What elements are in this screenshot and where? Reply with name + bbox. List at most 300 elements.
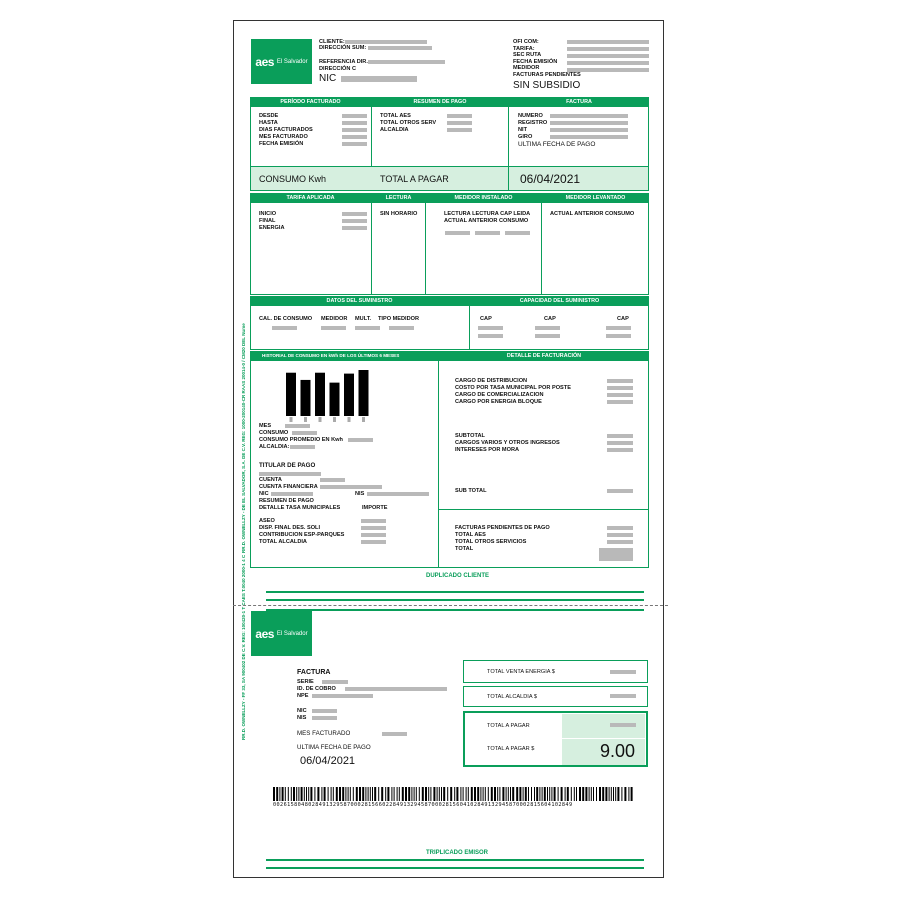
history-bar-tick (319, 417, 322, 422)
logo-brand: aes (255, 626, 274, 641)
barcode-bar (381, 787, 383, 801)
barcode-bar (345, 787, 346, 801)
barcode-bar (589, 787, 590, 801)
redacted (321, 326, 346, 330)
redacted (382, 732, 407, 736)
header-subsidy: SIN SUBSIDIO (513, 80, 581, 91)
barcode-bar (408, 787, 410, 801)
cargo-distribucion: CARGO DE DISTRIBUCION (455, 378, 528, 384)
barcode-bar (447, 787, 448, 801)
barcode-bar (378, 787, 379, 801)
resumen-total-otros: TOTAL OTROS SERV (380, 120, 437, 126)
barcode-bar (437, 787, 438, 801)
redacted (345, 40, 427, 44)
barcode-bar (405, 787, 407, 801)
barcode-bar (279, 787, 280, 801)
disp-final: DISP. FINAL DES. SOLI (259, 525, 321, 531)
cargo-comercializacion: CARGO DE COMERCIALIZACION (455, 392, 544, 398)
barcode-bar (585, 787, 587, 801)
redacted (607, 386, 633, 390)
barcode-bar (397, 787, 398, 801)
barcode-bar (593, 787, 594, 801)
barcode-bar (547, 787, 548, 801)
stub-serie: SERIE (297, 679, 314, 685)
barcode-bar (554, 787, 556, 801)
redacted (361, 519, 386, 523)
barcode-bar (596, 787, 597, 801)
barcode-bar (276, 787, 278, 801)
barcode-bar (611, 787, 612, 801)
period-hasta: HASTA (259, 120, 278, 126)
stub-nic: NIC (297, 708, 307, 714)
factura-numero: NUMERO (518, 113, 543, 119)
barcode-bar (571, 787, 572, 801)
titular-cuenta-fin: CUENTA FINANCIERA (259, 484, 318, 490)
barcode-bar (621, 787, 622, 801)
redacted (607, 400, 633, 404)
redacted (355, 326, 380, 330)
period-fecha: FECHA EMISIÓN (259, 141, 304, 147)
barcode-bar (561, 787, 563, 801)
barcode-bar (567, 787, 569, 801)
barcode-bar (539, 787, 540, 801)
barcode-bar (306, 787, 307, 801)
barcode-bar (402, 787, 404, 801)
redacted (607, 448, 633, 452)
barcode-bar (483, 787, 484, 801)
total-pagar-label: TOTAL A PAGAR (487, 723, 530, 729)
total-alcaldia: TOTAL ALCALDIA (259, 539, 307, 545)
divider (371, 193, 372, 295)
redacted (550, 128, 628, 132)
redacted (341, 76, 417, 82)
barcode-bar (333, 787, 334, 801)
sub-total: SUB TOTAL (455, 488, 487, 494)
total-amount: 9.00 (600, 741, 636, 761)
barcode-bar (356, 787, 358, 801)
redacted (342, 128, 367, 132)
consumption-history-chart (280, 368, 375, 424)
redacted (567, 40, 649, 44)
medidor-instalado-header: MEDIDOR INSTALADO (426, 193, 541, 203)
redacted (389, 326, 414, 330)
total-aes: TOTAL AES (455, 532, 486, 538)
barcode-bar (368, 787, 369, 801)
barcode-bar (339, 787, 341, 801)
barcode-bar (416, 787, 417, 801)
titular-detalle: DETALLE TASA MUNICIPALES (259, 505, 341, 511)
barcode-bar (576, 787, 577, 801)
redacted (550, 121, 628, 125)
barcode-bar (471, 787, 473, 801)
medidor-instalado-line1: LECTURA LECTURA CAP LEIDA (444, 211, 531, 217)
redacted (292, 431, 317, 435)
costo-tasa: COSTO POR TASA MUNICIPAL POR POSTE (455, 385, 571, 391)
redacted (567, 68, 649, 72)
barcode-bar (304, 787, 305, 801)
barcode-bar (443, 787, 445, 801)
stub-npe: NPE (297, 693, 309, 699)
barcode-bar (506, 787, 507, 801)
total-alcaldia-label: TOTAL ALCALDIA $ (487, 694, 537, 700)
barcode-bar (374, 787, 376, 801)
intereses-mora: INTERESES POR MORA (455, 447, 520, 453)
barcode-bar (387, 787, 389, 801)
barcode-bar (430, 787, 431, 801)
period-desde: DESDE (259, 113, 279, 119)
barcode-bar (460, 787, 461, 801)
datos-col-medidor: MEDIDOR (321, 316, 348, 322)
stub-id-cobro: ID. DE COBRO (297, 686, 336, 692)
redacted (607, 379, 633, 383)
capacidad-header: CAPACIDAD DEL SUMINISTRO (470, 296, 649, 306)
history-bar-tick (304, 417, 307, 422)
cargos-varios: CARGOS VARIOS Y OTROS INGRESOS (455, 440, 560, 446)
redacted (610, 723, 636, 727)
cargo-energia: CARGO POR ENERGIA BLOQUE (455, 399, 542, 405)
payment-barcode (273, 787, 633, 801)
resumen-total-aes: TOTAL AES (380, 113, 411, 119)
redacted (550, 114, 628, 118)
barcode-bar (510, 787, 511, 801)
barcode-bar (491, 787, 493, 801)
barcode-bar (466, 787, 467, 801)
redacted (342, 121, 367, 125)
redacted (342, 226, 367, 230)
datos-col-tipo: TIPO MEDIDOR (378, 316, 420, 322)
redacted (607, 441, 633, 445)
barcode-bar (411, 787, 412, 801)
titular-cuenta: CUENTA (259, 477, 282, 483)
barcode-bar (631, 787, 633, 801)
header-ofi: OFI COM: (513, 39, 539, 45)
divider (541, 193, 542, 295)
titular-nic: NIC (259, 491, 269, 497)
redacted (567, 47, 649, 51)
importe-label: IMPORTE (362, 505, 388, 511)
green-rule (266, 591, 644, 593)
total-pagar-usd-label: TOTAL A PAGAR $ (487, 746, 535, 752)
barcode-bar (422, 787, 424, 801)
cut-line (233, 605, 668, 606)
barcode-bar (372, 787, 373, 801)
barcode-bar (441, 787, 442, 801)
redacted (342, 142, 367, 146)
history-bar-tick (290, 417, 293, 422)
redacted (368, 46, 432, 50)
redacted (607, 393, 633, 397)
redacted (367, 492, 429, 496)
redacted (259, 472, 321, 476)
datos-col-cal: CAL. DE CONSUMO (259, 316, 313, 322)
barcode-bar (534, 787, 535, 801)
barcode-bar (544, 787, 546, 801)
barcode-bar (468, 787, 469, 801)
barcode-bar (477, 787, 479, 801)
redacted (606, 326, 631, 330)
cap-2: CAP (544, 316, 556, 322)
factura-registro: REGISTRO (518, 120, 548, 126)
stub-ultima: ULTIMA FECHA DE PAGO (297, 744, 371, 751)
barcode-bar (298, 787, 299, 801)
factura-giro: GIRO (518, 134, 533, 140)
stub-date: 06/04/2021 (300, 755, 356, 767)
barcode-bar (301, 787, 303, 801)
hist-alcaldia: ALCALDIA: (259, 444, 290, 450)
barcode-bar (624, 787, 626, 801)
barcode-bar (450, 787, 452, 801)
barcode-bar (536, 787, 538, 801)
tarifa-energia: ENERGIA (259, 225, 285, 231)
barcode-bar (433, 787, 435, 801)
barcode-bar (528, 787, 529, 801)
history-bar-tick (333, 417, 336, 422)
redacted (567, 61, 649, 65)
barcode-bar (365, 787, 366, 801)
redacted (312, 694, 373, 698)
summary-date: 06/04/2021 (520, 172, 581, 186)
redacted (610, 670, 636, 674)
barcode-bar (605, 787, 607, 801)
barcode-bar (485, 787, 486, 801)
barcode-bar (463, 787, 464, 801)
divider (438, 509, 649, 510)
barcode-bar (353, 787, 354, 801)
green-rule (266, 609, 644, 611)
redacted (447, 114, 472, 118)
header-tarifa: TARIFA: (513, 45, 535, 52)
tarifa-inicio: INICIO (259, 211, 277, 217)
redacted (475, 231, 500, 235)
cap-1: CAP (480, 316, 492, 322)
logo-region: El Salvador (276, 630, 308, 637)
period-header: PERÍODO FACTURADO (250, 97, 371, 107)
redacted (447, 121, 472, 125)
barcode-bar (591, 787, 592, 801)
period-dias: DIAS FACTURADOS (259, 127, 313, 133)
facturas-pendientes: FACTURAS PENDIENTES DE PAGO (455, 525, 550, 531)
redacted (342, 114, 367, 118)
redacted (320, 485, 382, 489)
history-bar (330, 383, 340, 416)
redacted (320, 478, 345, 482)
barcode-bar (336, 787, 338, 801)
header-direccion: DIRECCIÓN SUM: (319, 45, 367, 51)
factura-header: FACTURA (509, 97, 649, 107)
redacted (550, 135, 628, 139)
aes-logo-stub (251, 611, 312, 656)
barcode-bar (285, 787, 286, 801)
barcode-bar (350, 787, 351, 801)
header-direccion-c: DIRECCIÓN C (319, 66, 356, 72)
barcode-bar (428, 787, 429, 801)
redacted (607, 434, 633, 438)
barcode-bar (454, 787, 455, 801)
history-bar (301, 380, 311, 416)
redacted (361, 526, 386, 530)
history-bar (359, 370, 369, 416)
barcode-bar (542, 787, 543, 801)
redacted (312, 709, 337, 713)
redacted (342, 135, 367, 139)
redacted (599, 548, 633, 561)
barcode-bar (291, 787, 292, 801)
barcode-bar (615, 787, 616, 801)
total: TOTAL (455, 546, 474, 552)
history-bar (286, 373, 296, 416)
summary-consumo: CONSUMO Kwh (259, 174, 327, 184)
summary-total: TOTAL A PAGAR (380, 174, 449, 184)
barcode-bar (308, 787, 309, 801)
redacted (342, 212, 367, 216)
barcode-bar (502, 787, 504, 801)
redacted (312, 716, 337, 720)
redacted (606, 334, 631, 338)
aseo: ASEO (259, 518, 275, 524)
history-bar (344, 374, 354, 416)
barcode-bar (385, 787, 386, 801)
barcode-bar (525, 787, 527, 801)
redacted (607, 489, 633, 493)
redacted (478, 334, 503, 338)
redacted (447, 128, 472, 132)
lectura-header: LECTURA (372, 193, 425, 203)
redacted (285, 424, 310, 428)
side-legal-top: RR.D. OWNELLZY - DE EL SALVADOR, S.A. DE C.V. REG: 1000-200140-CR RAAS 20014-0 / CM20 DEL Nume (241, 323, 246, 553)
barcode-bar (579, 787, 581, 801)
logo-region: El Salvador (276, 58, 308, 65)
barcode-bar (456, 787, 458, 801)
medidor-levantado-header: MEDIDOR LEVANTADO (542, 193, 649, 203)
barcode-bar (321, 787, 322, 801)
redacted (322, 680, 348, 684)
titular-nis: NIS (355, 491, 365, 497)
barcode-bar (324, 787, 326, 801)
total-venta-label: TOTAL VENTA ENERGIA $ (487, 669, 555, 675)
barcode-bar (394, 787, 395, 801)
resumen-alcaldia: ALCALDIA (380, 127, 409, 133)
barcode-bar (549, 787, 550, 801)
hist-consumo: CONSUMO (259, 430, 289, 436)
redacted (361, 540, 386, 544)
titular-resumen: RESUMEN DE PAGO (259, 498, 314, 504)
redacted (535, 326, 560, 330)
redacted (345, 687, 447, 691)
barcode-bar (602, 787, 604, 801)
divider (438, 351, 439, 568)
barcode-bar (516, 787, 518, 801)
header-facturas: FACTURAS PENDIENTES (513, 71, 581, 78)
redacted (368, 60, 445, 64)
barcode-bar (273, 787, 275, 801)
redacted (505, 231, 530, 235)
titular-pago: TITULAR DE PAGO (259, 462, 316, 469)
barcode-bar (362, 787, 364, 801)
barcode-bar (565, 787, 566, 801)
redacted (478, 326, 503, 330)
barcode-bar (497, 787, 498, 801)
barcode-bar (317, 787, 319, 801)
redacted (361, 533, 386, 537)
aes-logo (251, 39, 312, 84)
barcode-bar (609, 787, 610, 801)
barcode-bar (314, 787, 315, 801)
period-mes: MES FACTURADO (259, 134, 308, 140)
barcode-bar (288, 787, 289, 801)
barcode-bar (499, 787, 500, 801)
barcode-bar (391, 787, 392, 801)
header-fecha: FECHA EMISIÓN (513, 58, 558, 65)
barcode-bar (508, 787, 509, 801)
tarifa-header: TARIFA APLICADA (250, 193, 371, 203)
barcode-bar (480, 787, 481, 801)
datos-header: DATOS DEL SUMINISTRO (250, 296, 469, 306)
barcode-bar (558, 787, 559, 801)
redacted (535, 334, 560, 338)
barcode-bar (310, 787, 312, 801)
redacted (607, 533, 633, 537)
green-rule (266, 859, 644, 861)
barcode-bar (551, 787, 552, 801)
barcode-bar (613, 787, 614, 801)
redacted (607, 540, 633, 544)
detalle-header: DETALLE DE FACTURACIÓN (439, 351, 649, 361)
barcode-bar (599, 787, 601, 801)
cap-3: CAP (617, 316, 629, 322)
history-bar-tick (362, 417, 365, 422)
redacted (271, 492, 313, 496)
green-rule (266, 867, 644, 869)
barcode-bar (293, 787, 295, 801)
logo-brand: aes (255, 54, 274, 69)
header-medidor: MEDIDOR (513, 65, 540, 71)
barcode-text: 0026158048028491329587000281566022849132945870002815604102849132945870002815604102849 (273, 802, 573, 808)
redacted (567, 54, 649, 58)
subtotal: SUBTOTAL (455, 433, 485, 439)
triplicado-emisor: TRIPLICADO EMISOR (426, 850, 489, 856)
redacted (610, 694, 636, 698)
barcode-bar (531, 787, 532, 801)
redacted (445, 231, 470, 235)
barcode-bar (331, 787, 332, 801)
barcode-bar (342, 787, 344, 801)
history-bar-tick (348, 417, 351, 422)
medidor-instalado-line2: ACTUAL ANTERIOR CONSUMO (444, 218, 529, 224)
stub-nis: NIS (297, 715, 307, 721)
barcode-bar (399, 787, 400, 801)
barcode-bar (582, 787, 584, 801)
divider (508, 97, 509, 167)
barcode-bar (523, 787, 524, 801)
redacted (290, 445, 315, 449)
historial-header: HISTORIAL DE CONSUMO EN kWh DE LOS ÚLTIMOS 6 MESES (250, 351, 438, 361)
divider (425, 193, 426, 295)
resumen-header: RESUMEN DE PAGO (372, 97, 508, 107)
medidor-levantado-line1: ACTUAL ANTERIOR CONSUMO (550, 211, 635, 217)
factura-nit: NIT (518, 127, 528, 133)
barcode-bar (574, 787, 575, 801)
header-referencia: REFERENCIA DIR. (319, 59, 368, 65)
barcode-bar (359, 787, 361, 801)
barcode-bar (414, 787, 415, 801)
hist-promedio: CONSUMO PROMEDIO EN Kwh (259, 437, 343, 443)
tarifa-box (250, 193, 649, 295)
hist-mes: MES (259, 423, 272, 429)
divider (469, 296, 470, 350)
barcode-bar (494, 787, 496, 801)
barcode-bar (488, 787, 489, 801)
duplicado-cliente: DUPLICADO CLIENTE (426, 573, 489, 579)
